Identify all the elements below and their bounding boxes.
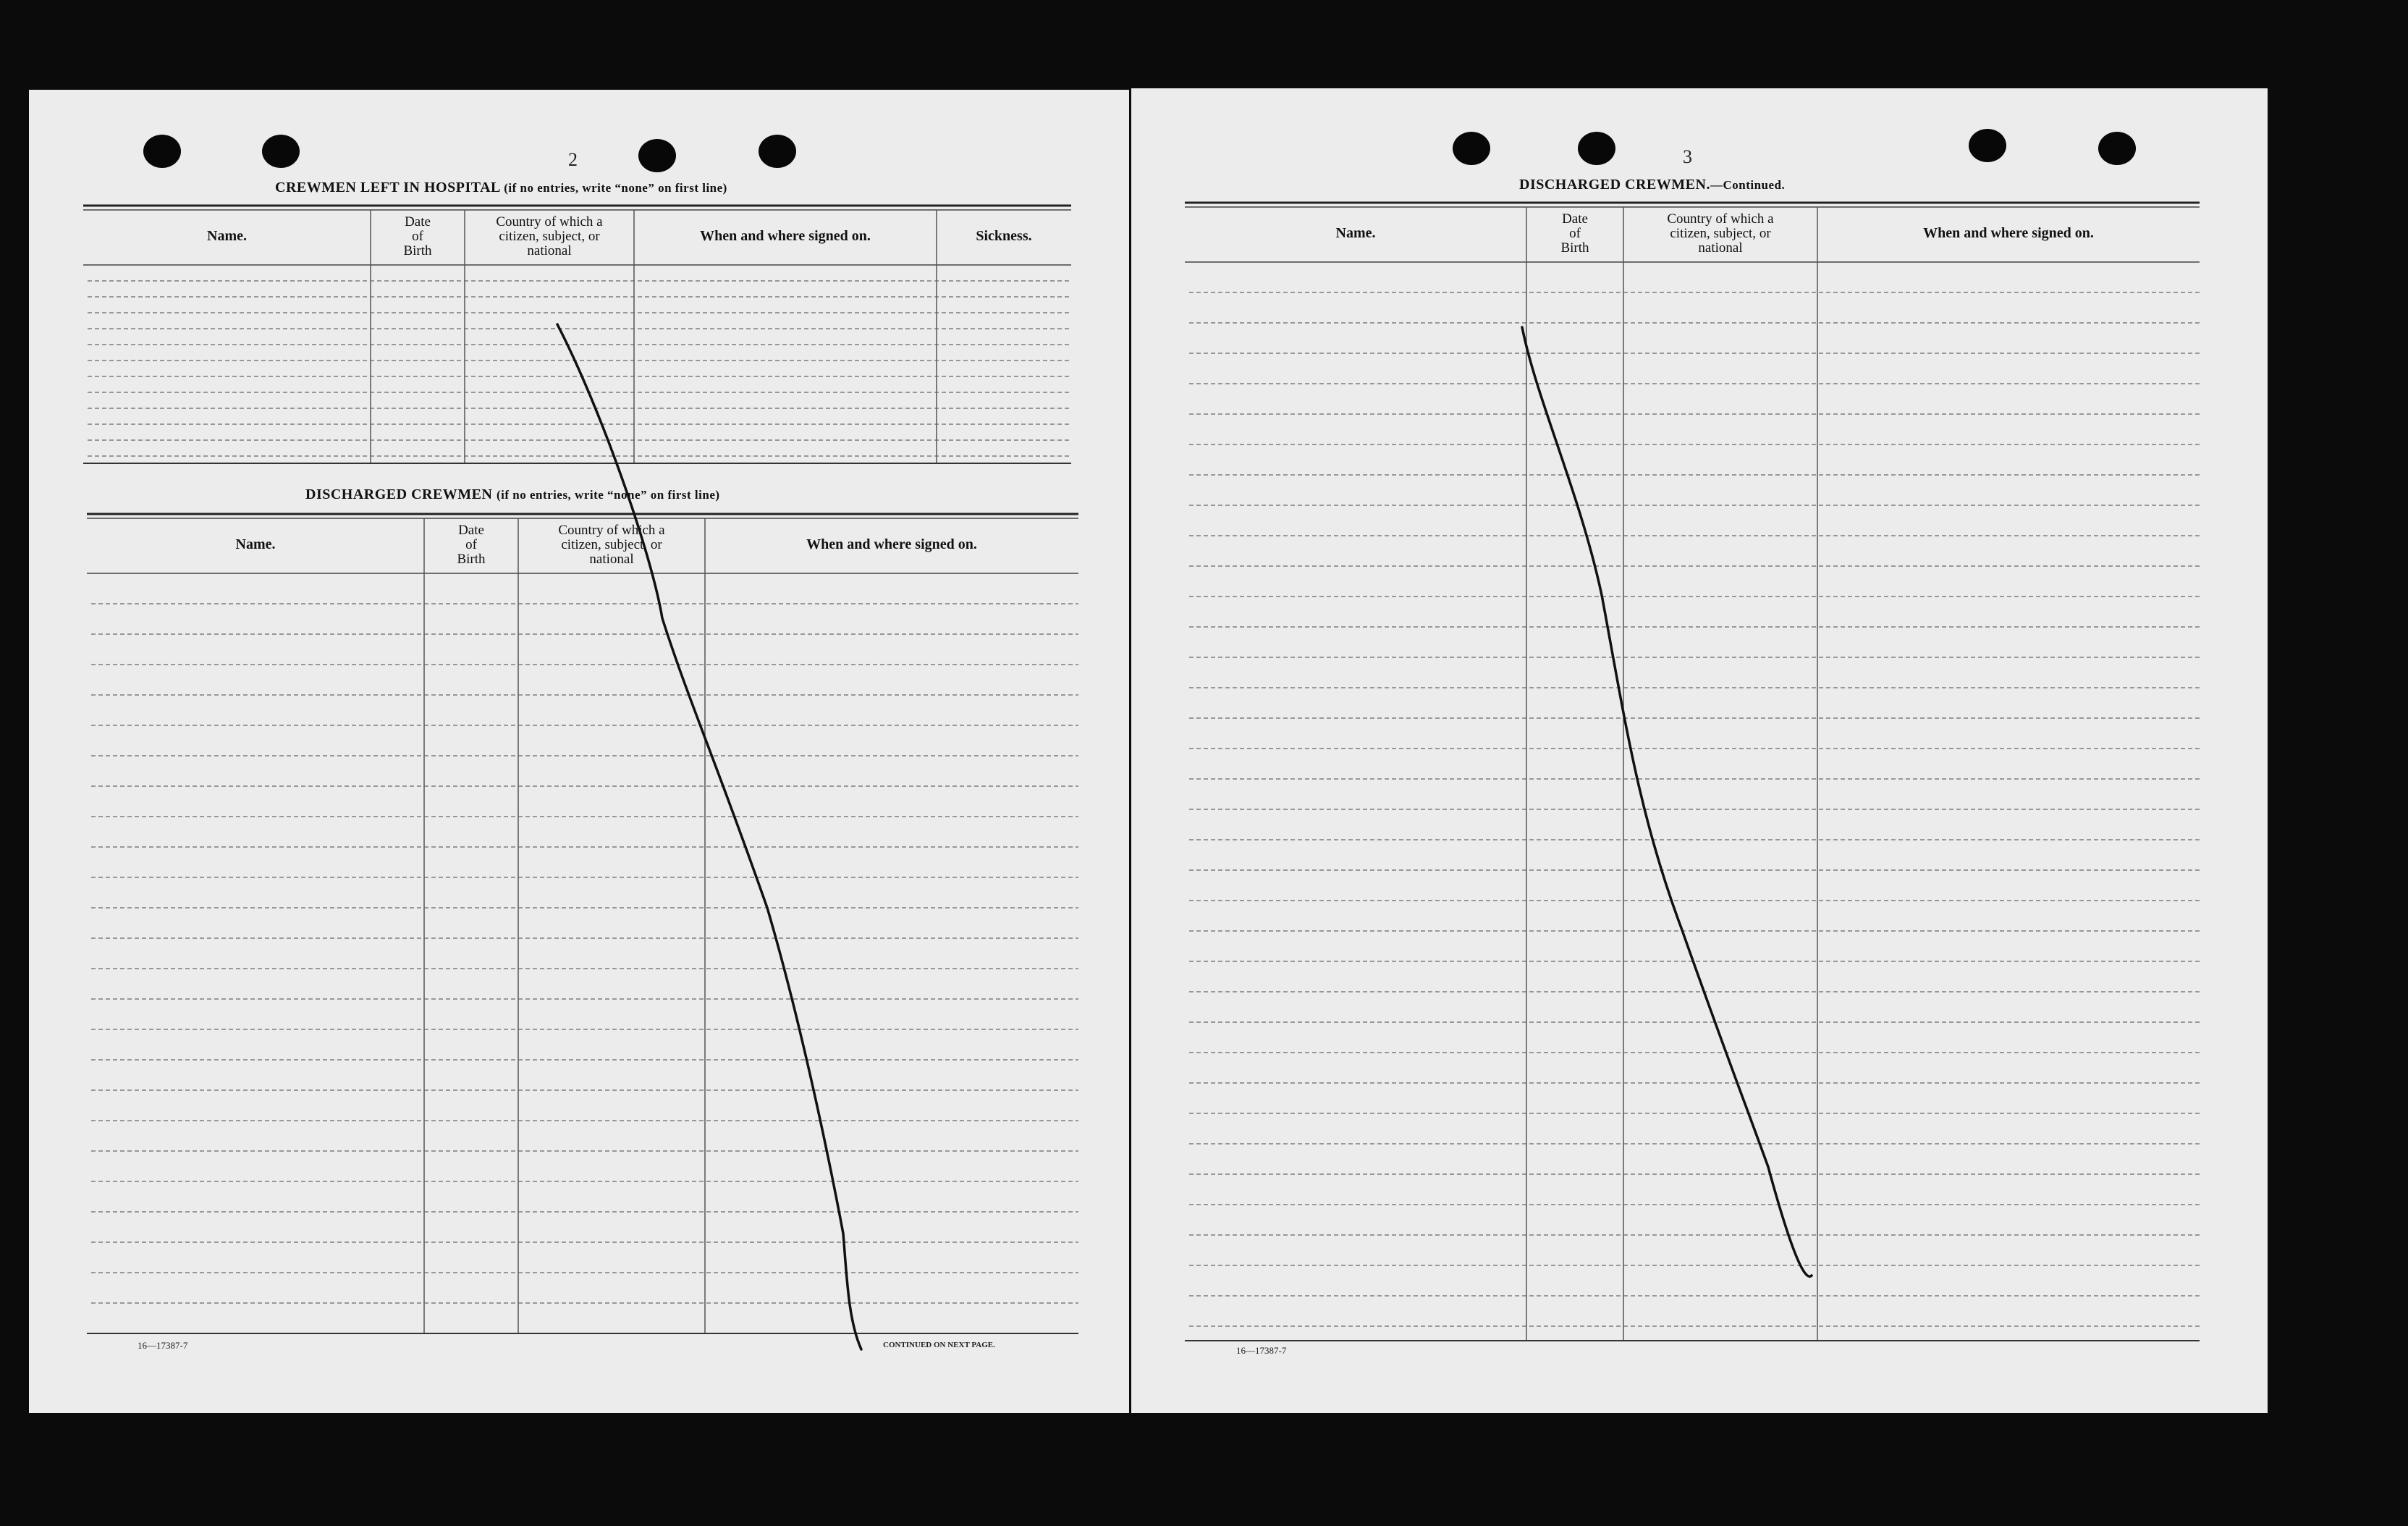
- right-form: [1131, 88, 2268, 1413]
- pen-stroke: [557, 324, 861, 1349]
- column-header-signed_on: When and where signed on.: [700, 228, 871, 244]
- page-number: 3: [1683, 146, 1692, 167]
- form-number: 16—17387-7: [138, 1340, 188, 1351]
- column-header-country: Country of which a citizen, subject, or national: [1667, 211, 1774, 256]
- discharged-continued-title: DISCHARGED CREWMEN.—Continued.: [1519, 177, 1786, 193]
- continued-note: CONTINUED ON NEXT PAGE.: [883, 1341, 995, 1349]
- column-header-country: Country of which a citizen, subject, or national: [558, 523, 665, 567]
- hospital-section-title: CREWMEN LEFT IN HOSPITAL (if no entries, write “none” on first line): [275, 180, 727, 195]
- column-header-sickness: Sickness.: [976, 228, 1032, 244]
- column-header-dob: Date of Birth: [457, 523, 486, 567]
- discharged-section-title: DISCHARGED CREWMEN (if no entries, write “none” on first line): [305, 486, 720, 502]
- column-header-name: Name.: [207, 228, 247, 244]
- column-header-country: Country of which a citizen, subject, or national: [496, 214, 603, 258]
- column-header-signed_on: When and where signed on.: [806, 536, 977, 552]
- column-header-name: Name.: [1335, 225, 1376, 241]
- form-number: 16—17387-7: [1236, 1345, 1287, 1356]
- left-page: [29, 90, 1129, 1413]
- pen-stroke: [1522, 327, 1812, 1276]
- column-header-dob: Date of Birth: [403, 214, 432, 258]
- column-header-dob: Date of Birth: [1560, 211, 1589, 256]
- column-header-signed_on: When and where signed on.: [1923, 225, 2094, 241]
- page-number: 2: [568, 149, 578, 170]
- column-header-name: Name.: [235, 536, 276, 552]
- right-page: [1131, 88, 2268, 1413]
- left-forms: [29, 90, 1129, 1413]
